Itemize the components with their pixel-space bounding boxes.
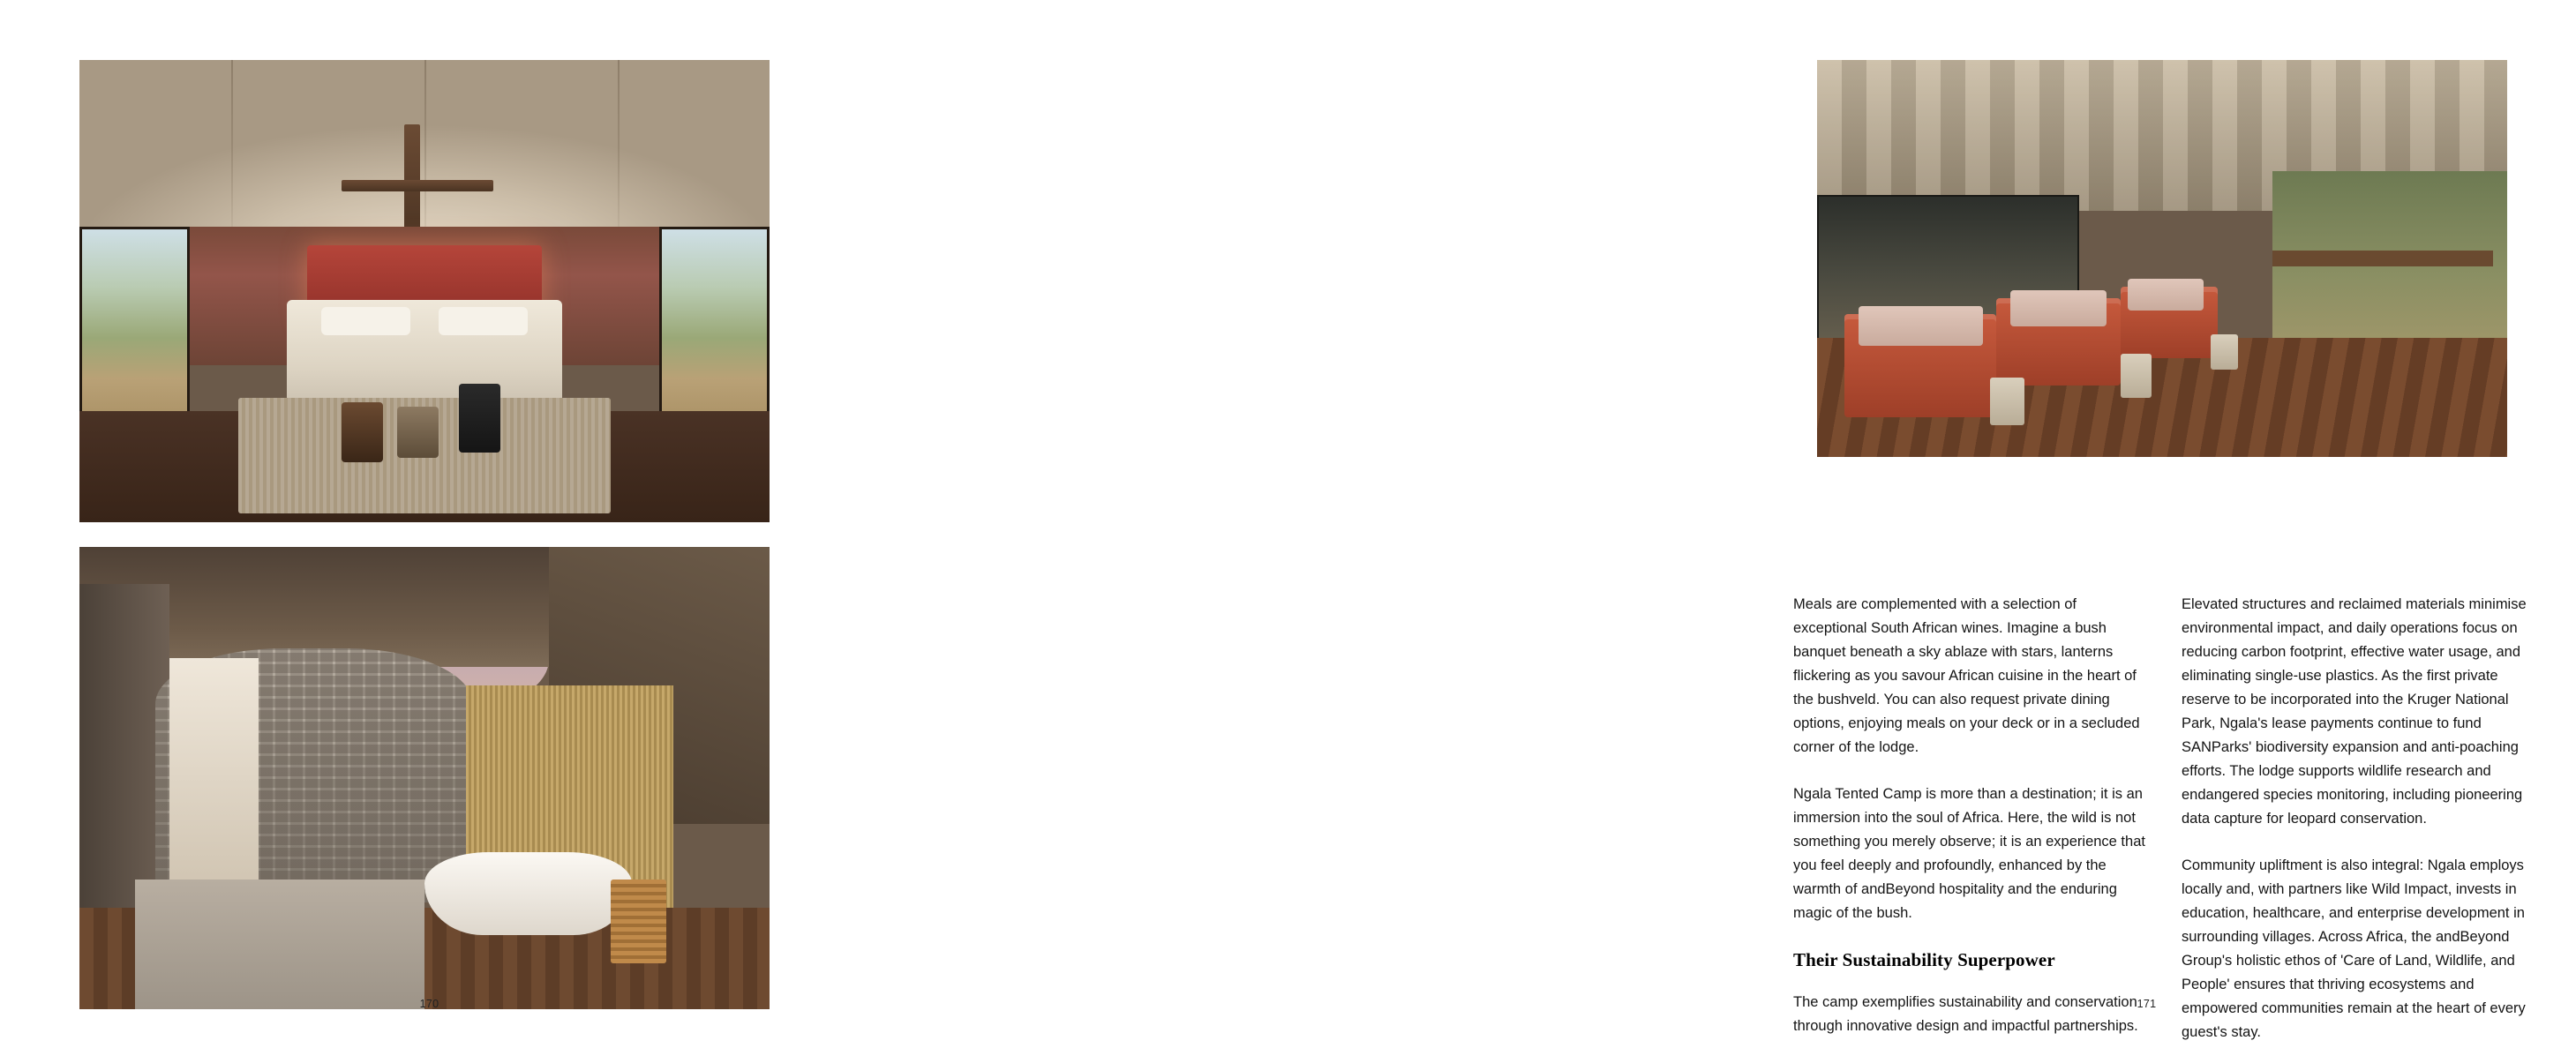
tented-suite-interior-photo bbox=[79, 60, 770, 522]
article-body bbox=[1793, 593, 2535, 1044]
text-column-2 bbox=[2182, 593, 2535, 1044]
paragraph: Community upliftment is also integral: Ngala employs locally and, with partners like Wild Impact, invests in education, healthcare, and enterprise development in surrounding villages. Across Africa, the andBeyond Group's holistic ethos of 'Care of Land, Wildlife, and People' ensures that thriving ecosystems and empowered communities remain at the heart of every guest's stay. bbox=[2182, 857, 2526, 1040]
right-page bbox=[859, 0, 2527, 1063]
page-number-left: 170 bbox=[419, 998, 439, 1010]
left-page bbox=[0, 0, 859, 1063]
page-number-right: 171 bbox=[2137, 998, 2157, 1010]
section-subheading: Their Sustainability Superpower bbox=[1793, 949, 2055, 970]
paragraph: The camp exemplifies sustainability and conservation through innovative design and impactful partnerships. bbox=[1793, 994, 2138, 1034]
paragraph: Ngala Tented Camp is more than a destination; it is an immersion into the soul of Africa. Here, the wild is not something you merely observe; it is an experience that you feel deeply and profoundly, enhanced by the warmth of andBeyond hospitality and the enduring magic of the bush. bbox=[1793, 786, 2145, 921]
paragraph: Elevated structures and reclaimed materials minimise environmental impact, and daily operations focus on reducing carbon footprint, effective water usage, and eliminating single-use plastics. As the first private reserve to be incorporated into the Kruger National Park, Ngala's lease payments continue to fund SANParks' biodiversity expansion and anti-poaching efforts. The lodge supports wildlife research and endangered species monitoring, including pioneering data capture for leopard conservation. bbox=[2182, 596, 2527, 827]
paragraph: Meals are complemented with a selection of exceptional South African wines. Imagine a bush banquet beneath a sky ablaze with stars, lanterns flickering as you savour African cuisine in the heart of the bushveld. You can also request private dining options, enjoying meals on your deck or in a secluded corner of the lodge. bbox=[1793, 596, 2140, 755]
outdoor-stone-bathroom-photo bbox=[79, 547, 770, 1009]
text-column-1 bbox=[1793, 593, 2146, 1044]
deck-lounge-seating-photo bbox=[1817, 60, 2507, 457]
